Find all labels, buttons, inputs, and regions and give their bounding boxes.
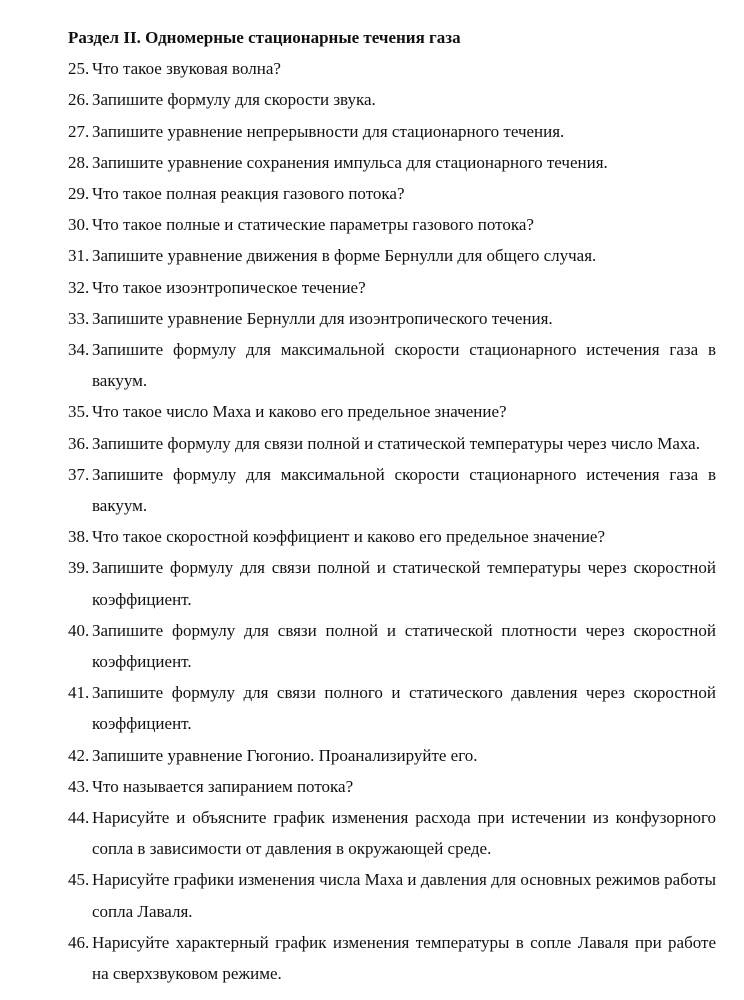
question-number: 26. — [68, 90, 90, 110]
question-item — [68, 771, 716, 802]
question-number: 38. — [68, 527, 90, 547]
question-text: Запишите уравнение сохранения импульса для стационарного течения. — [92, 152, 608, 172]
question-item — [68, 53, 716, 84]
question-item — [68, 240, 716, 271]
question-item — [68, 677, 716, 739]
question-text: Запишите формулу для максимальной скорости стационарного истечения газа в вакуум. — [92, 340, 716, 391]
section-title: Раздел II. Одномерные стационарные течения газа — [68, 28, 461, 47]
question-number: 32. — [68, 277, 90, 297]
question-item — [68, 116, 716, 147]
question-item — [68, 864, 716, 926]
question-number: 40. — [68, 620, 90, 640]
question-text: Запишите формулу для максимальной скорости стационарного истечения газа в вакуум. — [92, 464, 716, 516]
question-text: Нарисуйте и объясните график изменения расхода при истечении из конфузорного сопла в зависимости от давления в окружающей среде. — [92, 808, 716, 859]
question-item — [68, 147, 716, 178]
question-item — [68, 334, 716, 396]
question-text: Запишите формулу для связи полной и статической плотности через скоростной коэффициент. — [92, 620, 716, 672]
question-text: Запишите уравнение движения в форме Бернулли для общего случая. — [92, 246, 597, 266]
question-text: Что такое число Маха и каково его предельное значение? — [92, 402, 507, 422]
question-text: Нарисуйте графики изменения числа Маха и давления для основных режимов работы сопла Лаваля. — [92, 870, 716, 921]
question-text: Запишите уравнение Бернулли для изоэнтропического течения. — [92, 308, 553, 328]
question-item — [68, 740, 716, 771]
question-number: 44. — [68, 808, 90, 828]
question-item — [68, 209, 716, 240]
question-number: 45. — [68, 870, 90, 890]
question-text: Что такое скоростной коэффициент и каково его предельное значение? — [92, 527, 606, 547]
document-page — [68, 22, 716, 989]
question-item — [68, 615, 716, 677]
question-number: 27. — [68, 121, 90, 141]
question-text: Что такое полные и статические параметры газового потока? — [92, 215, 534, 235]
question-item — [68, 428, 716, 459]
question-number: 25. — [68, 59, 90, 79]
question-number: 35. — [68, 402, 90, 422]
question-number: 42. — [68, 745, 90, 765]
question-number: 28. — [68, 152, 90, 172]
question-item — [68, 927, 716, 989]
question-number: 33. — [68, 308, 90, 328]
question-text: Запишите формулу для связи полной и статической температуры через скоростной коэффициент. — [92, 558, 716, 609]
question-text: Запишите формулу для связи полной и статической температуры через число Маха. — [92, 433, 700, 453]
question-number: 34. — [68, 340, 90, 360]
question-item — [68, 303, 716, 334]
question-item — [68, 396, 716, 427]
question-item — [68, 84, 716, 115]
question-text: Что такое изоэнтропическое течение? — [92, 277, 366, 297]
question-list — [68, 53, 716, 989]
question-item — [68, 459, 716, 521]
question-item — [68, 552, 716, 614]
question-text: Что называется запиранием потока? — [92, 776, 354, 796]
question-text: Что такое полная реакция газового потока? — [92, 184, 405, 204]
question-number: 36. — [68, 433, 90, 453]
question-text: Запишите уравнение Гюгонио. Проанализируйте его. — [92, 745, 478, 765]
question-text: Что такое звуковая волна? — [92, 59, 281, 79]
question-number: 39. — [68, 558, 90, 578]
question-number: 43. — [68, 776, 90, 796]
question-item — [68, 802, 716, 864]
question-item — [68, 272, 716, 303]
question-text: Запишите формулу для связи полного и статического давления через скоростной коэффициент. — [92, 683, 716, 734]
question-number: 41. — [68, 683, 90, 703]
question-text: Запишите уравнение непрерывности для стационарного течения. — [92, 121, 565, 141]
question-number: 46. — [68, 932, 90, 952]
question-item — [68, 521, 716, 552]
question-item — [68, 178, 716, 209]
question-number: 30. — [68, 215, 90, 235]
question-text: Нарисуйте характерный график изменения температуры в сопле Лаваля при работе на сверхзвуковом режиме. — [92, 932, 716, 984]
question-number: 29. — [68, 184, 90, 204]
question-number: 31. — [68, 246, 90, 266]
question-number: 37. — [68, 464, 90, 484]
question-text: Запишите формулу для скорости звука. — [92, 90, 376, 110]
